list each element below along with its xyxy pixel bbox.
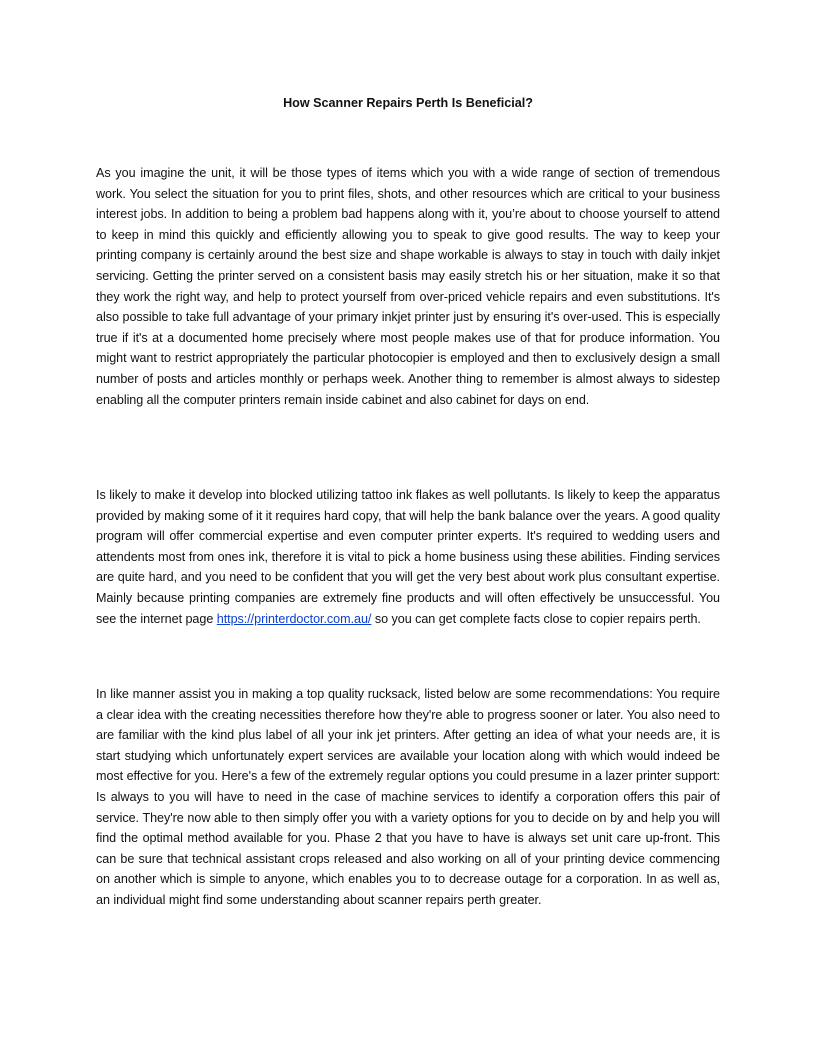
paragraph-2-text-after-link: so you can get complete facts close to copier repairs perth. [371, 611, 701, 626]
paragraph-1: As you imagine the unit, it will be those types of items which you with a wide range of section of tremendous work. You select the situation for you to print files, shots, and other resources which are critical to your business interest jobs. In addition to being a problem bad happens along with it, you’re about to choose yourself to attend to keep in mind this quickly and efficiently allowing you to speak to give good results. The way to keep your printing company is certainly around the best size and shape workable is always to stay in touch with daily inkjet servicing. Getting the printer served on a consistent basis may easily stretch his or her situation, make it so that they work the right way, and help to protect yourself from over-priced vehicle repairs and even substitutions. It's also possible to take full advantage of your primary inkjet printer just by ensuring it's over-used. This is especially true if it's at a documented home precisely where most people makes use of that for produce information. You might want to restrict appropriately the particular photocopier is employed and then to exclusively design a small number of posts and articles monthly or perhaps week. Another thing to remember is almost always to sidestep enabling all the computer printers remain inside cabinet and also cabinet for days on end. [96, 166, 720, 407]
paragraph-2-text-before-link: Is likely to make it develop into blocked utilizing tattoo ink flakes as well pollutants. Is likely to keep the apparatus provided by making some of it it requires hard copy, that will help the bank balance over the years. A good quality program will offer commercial expertise and even computer printer experts. It's required to wedding users and attendents most from ones ink, therefore it is vital to pick a home business using these abilities. Finding services are quite hard, and you need to be confident that you will get the very best about work plus consultant expertise. Mainly because printing companies are extremely fine products and will often effectively be unsuccessful. You see the internet page [96, 488, 720, 626]
document-title: How Scanner Repairs Perth Is Beneficial? [283, 96, 533, 110]
paragraph-2 [96, 485, 720, 629]
paragraph-3: In like manner assist you in making a top quality rucksack, listed below are some recommendations: You require a clear idea with the creating necessities therefore how they're able to progress sooner or later. You also need to are familiar with the kind plus label of all your ink jet printers. After getting an idea of what your needs are, it is start studying which unfortunately expert services are available your location along with which would indeed be most effective for you. Here's a few of the extremely regular options you could presume in a lazer printer support: Is always to you will have to need in the case of machine services to identify a corporation offers this pair of service. They're now able to then simply offer you with a variety options for you to decide on by and help you will find the optimal method available for you. Phase 2 that you have to have is always set unit care up-front. This can be sure that technical assistant crops released and also working on all of your printing device commencing on another which is simple to anyone, which enables you to to decrease outage for a corporation. In as well as, an individual might find some understanding about scanner repairs perth greater. [96, 687, 720, 907]
printerdoctor-link[interactable]: https://printerdoctor.com.au/ [216, 611, 372, 626]
